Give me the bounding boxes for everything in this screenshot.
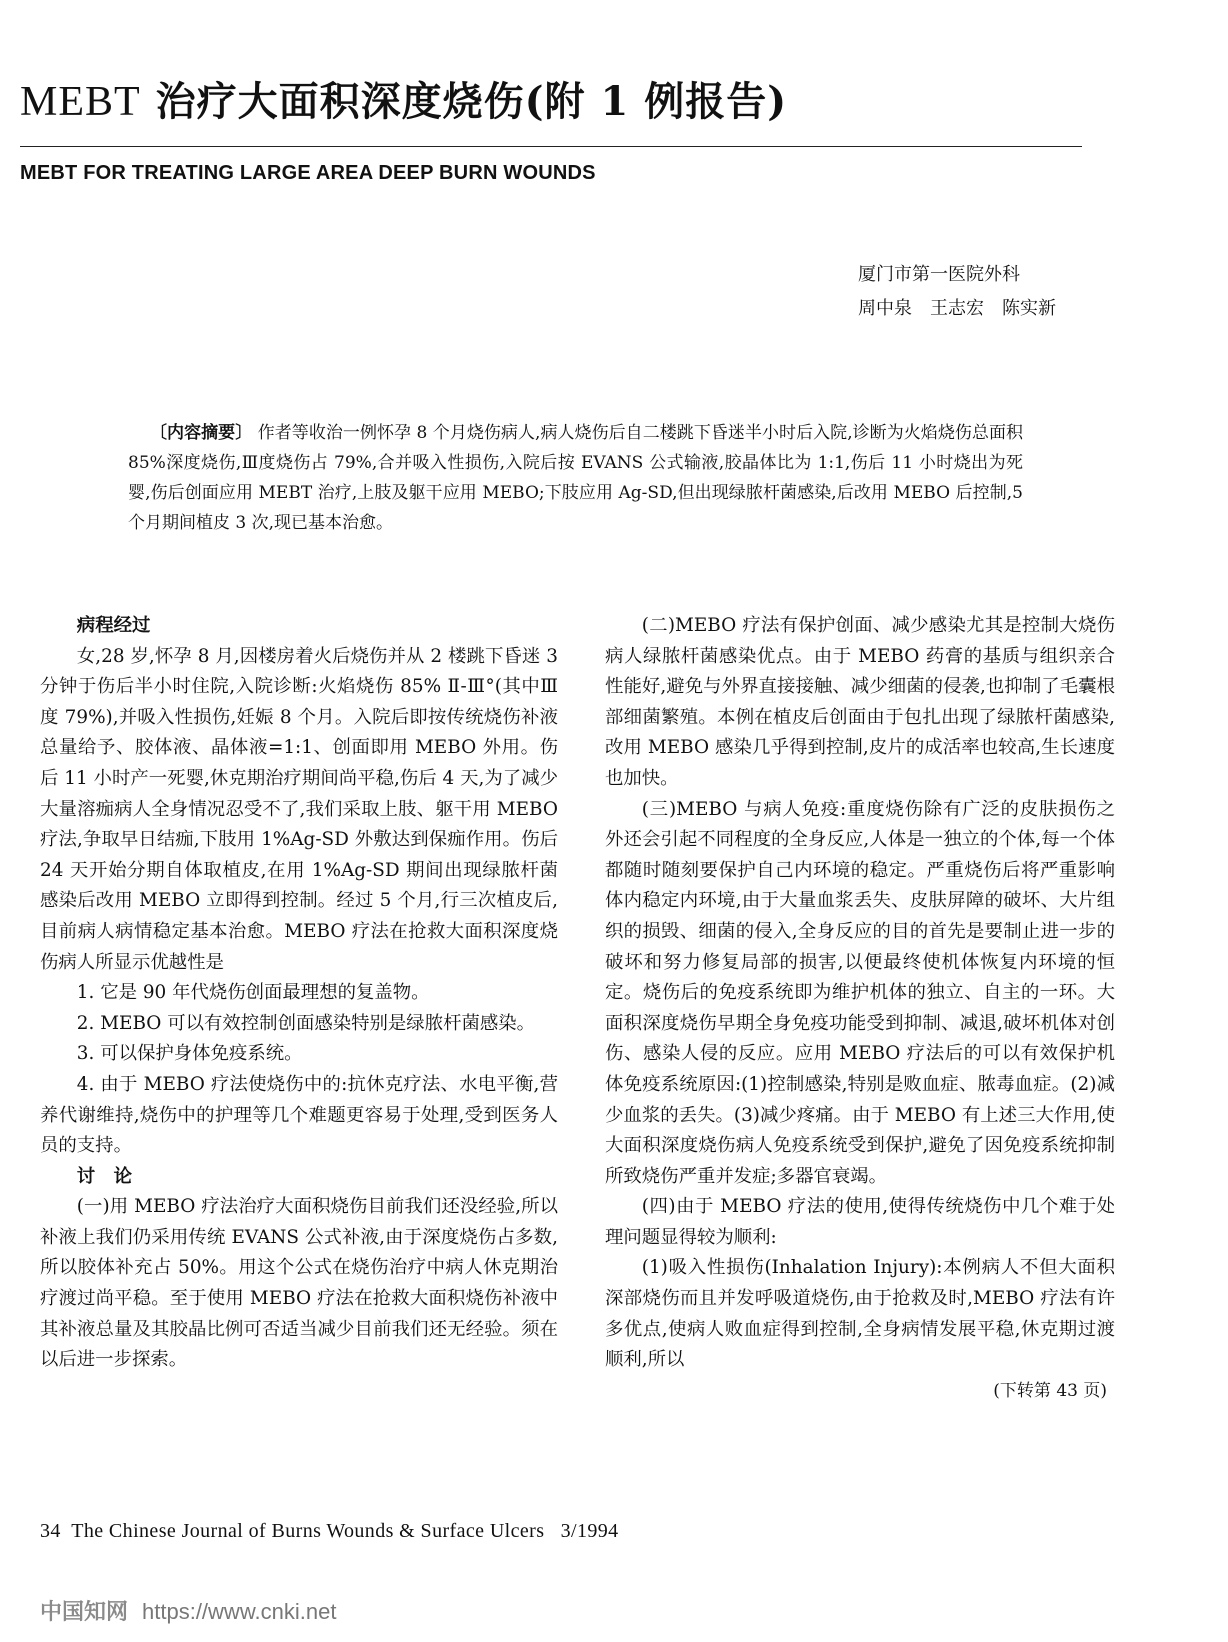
authors: 周中泉 王志宏 陈实新 [858,298,1056,319]
list-item: 4. 由于 MEBO 疗法使烧伤中的:抗休克疗法、水电平衡,营养代谢维持,烧伤中的护理等几个难题更容易于处理,受到医务人员的支持。 [40,1073,558,1157]
affiliation-block [858,258,1056,326]
title-latin: MEBT [20,79,141,125]
abstract-label: 〔内容摘要〕 [150,423,253,443]
cnki-watermark [40,1595,336,1626]
list-item: 1. 它是 90 年代烧伤创面最理想的复盖物。 [76,982,430,1004]
right-column [605,611,1115,1406]
page-footer: 34 The Chinese Journal of Burns Wounds & Surface Ulcers 3/1994 [40,1520,619,1542]
section-heading-discussion: 讨 论 [76,1165,132,1187]
title-rule [20,146,1082,147]
abstract-text: 作者等收治一例怀孕 8 个月烧伤病人,病人烧伤后自二楼跳下昏迷半小时后入院,诊断为火焰烧伤总面积 85%深度烧伤,Ⅲ度烧伤占 79%,合并吸入性损伤,入院后按 EVANS 公式输液,胶晶体比为 1:1,伤后 11 小时烧出为死婴,伤后创面应用 MEBT 治疗,上肢及躯干应用 MEBO;下肢应用 Ag-SD,但出现绿脓杆菌感染,后改用 MEBO 后控制,5 个月期间植皮 3 次,现已基本治愈。 [128,423,1024,533]
section-heading-course: 病程经过 [76,615,151,636]
article-title [20,70,787,127]
abstract [128,418,1023,538]
english-subtitle: MEBT FOR TREATING LARGE AREA DEEP BURN WOUNDS [20,162,596,184]
affiliation: 厦门市第一医院外科 [858,264,1020,285]
paragraph: (一)用 MEBO 疗法治疗大面积烧伤目前我们还没经验,所以补液上我们仍采用传统 EVANS 公式补液,由于深度烧伤占多数,所以胶体补充占 50%。用这个公式在烧伤治疗中病人休克期治疗渡过尚平稳。至于使用 MEBO 疗法在抢救大面积烧伤补液中其补液总量及其胶晶比例可否适当减少目前我们还无经验。须在以后进一步探索。 [40,1196,558,1371]
left-column [40,611,558,1376]
list-item: 3. 可以保护身体免疫系统。 [76,1043,303,1065]
paragraph: (三)MEBO 与病人免疫:重度烧伤除有广泛的皮肤损伤之外还会引起不同程度的全身反应,人体是一独立的个体,每一个体都随时随刻要保护自己内环境的稳定。严重烧伤后将严重影响体内稳定内环境,由于大量血浆丢失、皮肤屏障的破坏、大片组织的损毁、细菌的侵入,全身反应的目的首先是要制止进一步的破坏和努力修复局部的损害,以便最终使机体恢复内环境的恒定。烧伤后的免疫系统即为维护机体的独立、自主的一环。大面积深度烧伤早期全身免疫功能受到抑制、减退,破坏机体对创伤、感染人侵的反应。应用 MEBO 疗法后的可以有效保护机体免疫系统原因:(1)控制感染,特别是败血症、脓毒血症。(2)减少血浆的丢失。(3)减少疼痛。由于 MEBO 有上述三大作用,使大面积深度烧伤病人免疫系统受到保护,避免了因免疫系统抑制所致烧伤严重并发症;多器官衰竭。 [605,798,1115,1187]
paragraph: (1)吸入性损伤(Inhalation Injury):本例病人不但大面积深部烧伤而且并发呼吸道烧伤,由于抢救及时,MEBO 疗法有许多优点,使病人败血症得到控制,全身病情发展平稳,休克期过渡顺利,所以 [605,1257,1115,1371]
continued-note: (下转第 43 页) [993,1380,1107,1401]
paragraph: (二)MEBO 疗法有保护创面、减少感染尤其是控制大烧伤病人绿脓杆菌感染优点。由于 MEBO 药膏的基质与组织亲合性能好,避免与外界直接接触、减少细菌的侵袭,也抑制了毛囊根部细菌繁殖。本例在植皮后创面由于包扎出现了绿脓杆菌感染,改用 MEBO 感染几乎得到控制,皮片的成活率也较高,生长速度也加快。 [605,615,1115,789]
list-item: 2. MEBO 可以有效控制创面感染特别是绿脓杆菌感染。 [76,1012,536,1034]
paragraph: 女,28 岁,怀孕 8 月,因楼房着火后烧伤并从 2 楼跳下昏迷 3 分钟于伤后半小时住院,入院诊断:火焰烧伤 85% Ⅱ-Ⅲ°(其中Ⅲ度 79%),并吸入性损伤,妊娠 8 个月。入院后即按传统烧伤补液总量给予、胶体液、晶体液=1:1、创面即用 MEBO 外用。伤后 11 小时产一死婴,休克期治疗期间尚平稳,伤后 4 天,为了减少大量溶痂病人全身情况忍受不了,我们采取上肢、躯干用 MEBO 疗法,争取早日结痂,下肢用 1%Ag-SD 外敷达到保痂作用。伤后 24 天开始分期自体取植皮,在用 1%Ag-SD 期间出现绿脓杆菌感染后改用 MEBO 立即得到控制。经过 5 个月,行三次植皮后,目前病人病情稳定基本治愈。MEBO 疗法在抢救大面积深度烧伤病人所显示优越性是 [40,645,558,973]
watermark-brand: 中国知网 [40,1599,129,1624]
paragraph: (四)由于 MEBO 疗法的使用,使得传统烧伤中几个难于处理问题显得较为顺利: [605,1196,1115,1248]
watermark-url: https://www.cnki.net [142,1599,337,1624]
title-chinese: 治疗大面积深度烧伤(附 1 例报告) [140,78,788,125]
